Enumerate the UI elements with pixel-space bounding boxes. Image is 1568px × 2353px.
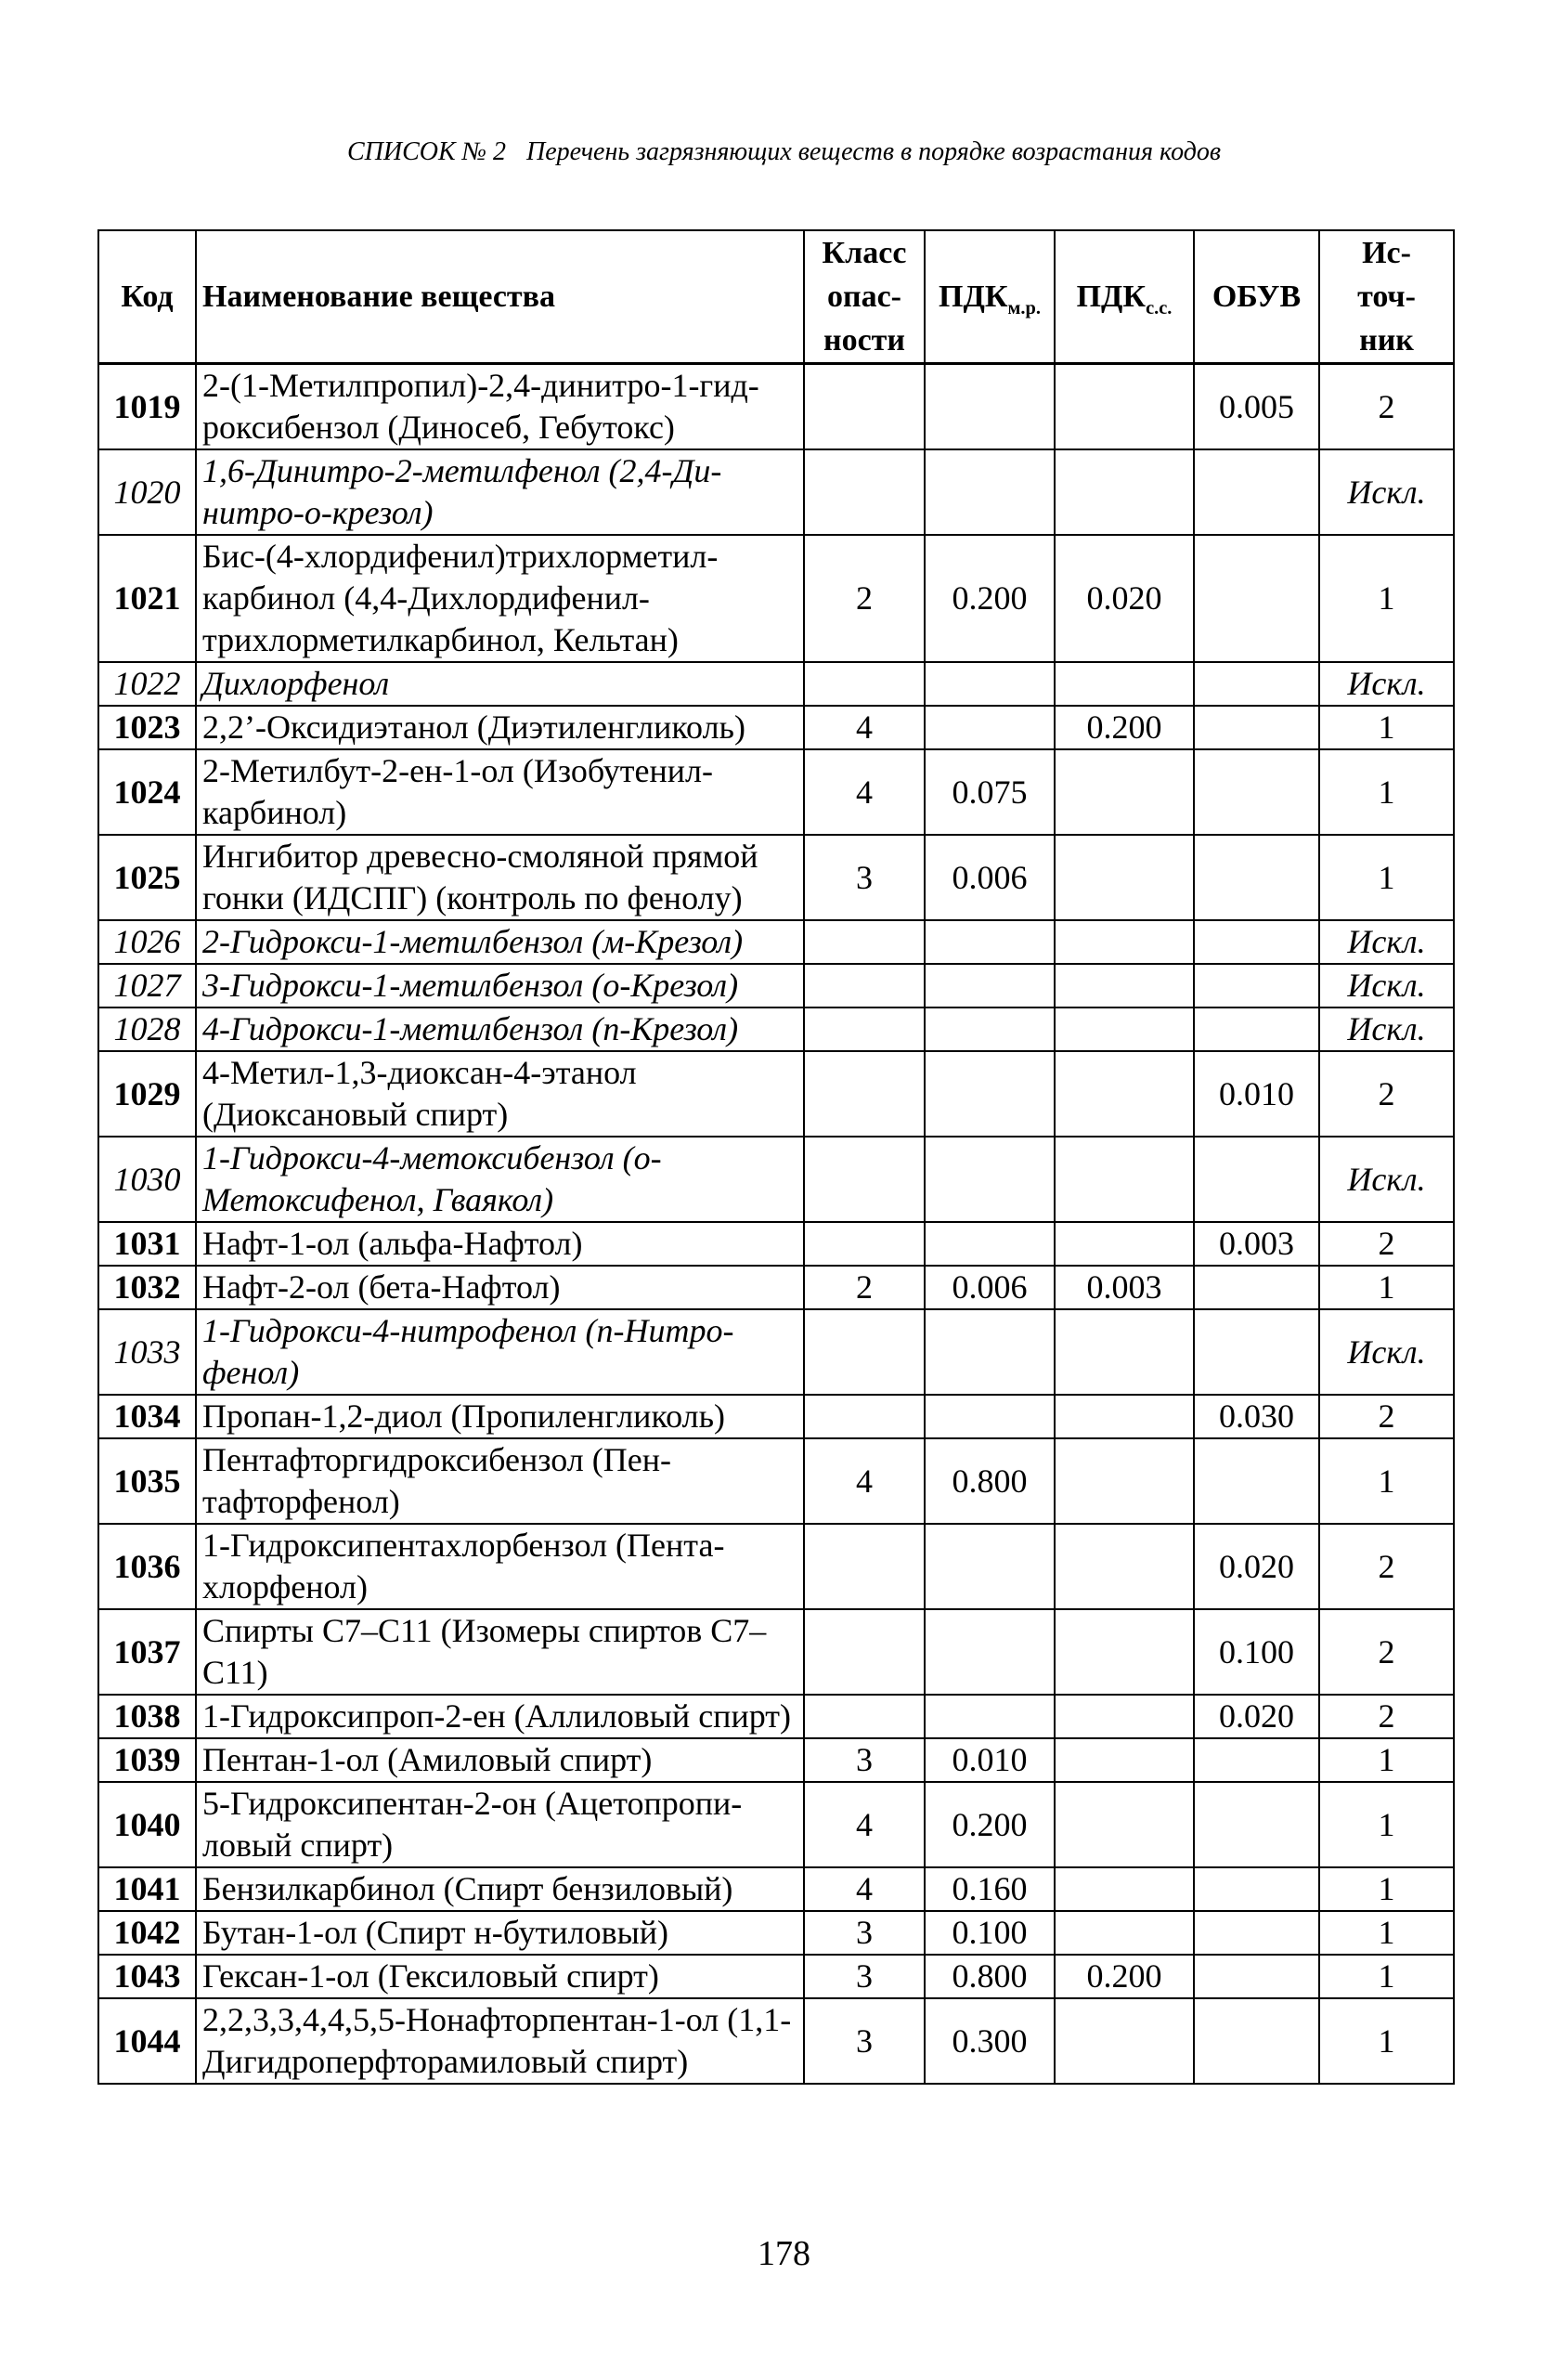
page-number: 178 xyxy=(758,2234,810,2273)
row-obuv xyxy=(1194,706,1319,749)
table-row xyxy=(98,1695,1454,1738)
row-name: 1-Гидроксипентахлорбензол (Пента-хлорфенол) xyxy=(196,1524,804,1609)
row-obuv xyxy=(1194,1738,1319,1782)
col-header-source: Ис- точ- ник xyxy=(1319,230,1454,364)
row-name: 3-Гидрокси-1-метилбензол (о-Крезол) xyxy=(196,964,804,1008)
row-hazard-class xyxy=(804,1524,925,1609)
row-code: 1030 xyxy=(98,1137,196,1222)
table-row xyxy=(98,920,1454,964)
table-row xyxy=(98,1266,1454,1309)
row-pdk-mr: 0.100 xyxy=(925,1911,1055,1955)
row-pdk-ss xyxy=(1055,1782,1194,1867)
row-pdk-mr xyxy=(925,1695,1055,1738)
row-hazard-class: 4 xyxy=(804,706,925,749)
row-pdk-mr: 0.006 xyxy=(925,1266,1055,1309)
row-pdk-ss xyxy=(1055,1695,1194,1738)
col-header-obuv: ОБУВ xyxy=(1194,230,1319,364)
row-source: 2 xyxy=(1319,1222,1454,1266)
row-obuv xyxy=(1194,1782,1319,1867)
row-pdk-mr xyxy=(925,662,1055,706)
row-name: Пентафторгидроксибензол (Пен-тафторфенол) xyxy=(196,1438,804,1524)
row-pdk-ss xyxy=(1055,1309,1194,1395)
row-source: 1 xyxy=(1319,1438,1454,1524)
table-row xyxy=(98,1867,1454,1911)
row-pdk-ss xyxy=(1055,1998,1194,2084)
row-pdk-ss xyxy=(1055,964,1194,1008)
row-pdk-mr xyxy=(925,1137,1055,1222)
row-source: Искл. xyxy=(1319,920,1454,964)
row-pdk-mr: 0.010 xyxy=(925,1738,1055,1782)
row-hazard-class: 2 xyxy=(804,535,925,662)
row-code: 1044 xyxy=(98,1998,196,2084)
row-pdk-ss: 0.020 xyxy=(1055,535,1194,662)
row-hazard-class xyxy=(804,1695,925,1738)
row-pdk-mr xyxy=(925,964,1055,1008)
row-hazard-class: 3 xyxy=(804,1738,925,1782)
row-pdk-ss xyxy=(1055,1395,1194,1438)
row-code: 1023 xyxy=(98,706,196,749)
table-row xyxy=(98,1222,1454,1266)
row-hazard-class xyxy=(804,364,925,450)
row-hazard-class xyxy=(804,1395,925,1438)
row-hazard-class xyxy=(804,920,925,964)
row-name: 1-Гидроксипроп-2-ен (Аллиловый спирт) xyxy=(196,1695,804,1738)
table-row xyxy=(98,1955,1454,1998)
row-hazard-class: 3 xyxy=(804,1911,925,1955)
row-name: Бис-(4-хлордифенил)трихлорметил-карбинол (4,4-Дихлордифенил-трихлорметилкарбинол, Кельтан) xyxy=(196,535,804,662)
row-pdk-ss: 0.200 xyxy=(1055,1955,1194,1998)
row-obuv xyxy=(1194,835,1319,920)
row-source: 2 xyxy=(1319,1395,1454,1438)
row-pdk-ss xyxy=(1055,1008,1194,1051)
row-source: 1 xyxy=(1319,1867,1454,1911)
row-source: 2 xyxy=(1319,1609,1454,1695)
list-number: СПИСОК № 2 xyxy=(346,137,506,166)
row-obuv xyxy=(1194,1438,1319,1524)
row-obuv xyxy=(1194,1008,1319,1051)
row-hazard-class: 3 xyxy=(804,1955,925,1998)
row-source: 1 xyxy=(1319,1738,1454,1782)
row-obuv xyxy=(1194,749,1319,835)
row-code: 1028 xyxy=(98,1008,196,1051)
row-pdk-mr: 0.200 xyxy=(925,1782,1055,1867)
row-name: 5-Гидроксипентан-2-он (Ацетопропи-ловый спирт) xyxy=(196,1782,804,1867)
row-source: Искл. xyxy=(1319,449,1454,535)
row-code: 1024 xyxy=(98,749,196,835)
row-obuv: 0.005 xyxy=(1194,364,1319,450)
row-hazard-class xyxy=(804,1137,925,1222)
table-row xyxy=(98,1137,1454,1222)
row-obuv: 0.003 xyxy=(1194,1222,1319,1266)
table-row xyxy=(98,1998,1454,2084)
row-source: Искл. xyxy=(1319,1309,1454,1395)
row-pdk-ss: 0.003 xyxy=(1055,1266,1194,1309)
row-pdk-mr: 0.075 xyxy=(925,749,1055,835)
row-pdk-mr xyxy=(925,449,1055,535)
row-pdk-ss xyxy=(1055,1867,1194,1911)
col-header-code: Код xyxy=(98,230,196,364)
row-pdk-ss xyxy=(1055,662,1194,706)
row-hazard-class xyxy=(804,449,925,535)
row-name: 1-Гидрокси-4-метоксибензол (о-Метоксифенол, Гваякол) xyxy=(196,1137,804,1222)
row-obuv: 0.100 xyxy=(1194,1609,1319,1695)
row-code: 1029 xyxy=(98,1051,196,1137)
row-name: 2,2,3,3,4,4,5,5-Нонафторпентан-1-ол (1,1-Дигидроперфторамиловый спирт) xyxy=(196,1998,804,2084)
row-source: Искл. xyxy=(1319,1008,1454,1051)
row-name: 1-Гидрокси-4-нитрофенол (п-Нитро-фенол) xyxy=(196,1309,804,1395)
row-source: 1 xyxy=(1319,1911,1454,1955)
table-row xyxy=(98,964,1454,1008)
row-pdk-mr: 0.800 xyxy=(925,1438,1055,1524)
row-source: 1 xyxy=(1319,706,1454,749)
table-row xyxy=(98,835,1454,920)
col-header-pdk-ss: $ПДК_{с.с.}$ xyxy=(1055,230,1194,364)
row-code: 1022 xyxy=(98,662,196,706)
row-hazard-class xyxy=(804,1222,925,1266)
row-pdk-ss: 0.200 xyxy=(1055,706,1194,749)
row-code: 1021 xyxy=(98,535,196,662)
col-header-pdk-mr: $ПДК_{м.р.}$ xyxy=(925,230,1055,364)
row-pdk-mr: 0.800 xyxy=(925,1955,1055,1998)
row-hazard-class xyxy=(804,662,925,706)
row-code: 1040 xyxy=(98,1782,196,1867)
row-obuv xyxy=(1194,964,1319,1008)
table-row xyxy=(98,1782,1454,1867)
row-hazard-class: 4 xyxy=(804,749,925,835)
row-pdk-mr: 0.300 xyxy=(925,1998,1055,2084)
row-obuv xyxy=(1194,1998,1319,2084)
row-pdk-ss xyxy=(1055,1222,1194,1266)
row-hazard-class xyxy=(804,1609,925,1695)
row-pdk-mr xyxy=(925,1524,1055,1609)
table-row xyxy=(98,1309,1454,1395)
row-code: 1041 xyxy=(98,1867,196,1911)
row-name: 2-Гидрокси-1-метилбензол (м-Крезол) xyxy=(196,920,804,964)
row-obuv xyxy=(1194,1309,1319,1395)
row-pdk-mr xyxy=(925,364,1055,450)
row-name: Пентан-1-ол (Амиловый спирт) xyxy=(196,1738,804,1782)
row-name: Гексан-1-ол (Гексиловый спирт) xyxy=(196,1955,804,1998)
row-obuv xyxy=(1194,449,1319,535)
row-name: Пропан-1,2-диол (Пропиленгликоль) xyxy=(196,1395,804,1438)
row-name: Дихлорфенол xyxy=(196,662,804,706)
row-code: 1032 xyxy=(98,1266,196,1309)
row-code: 1020 xyxy=(98,449,196,535)
row-code: 1038 xyxy=(98,1695,196,1738)
row-obuv: 0.020 xyxy=(1194,1695,1319,1738)
row-obuv: 0.030 xyxy=(1194,1395,1319,1438)
row-source: 2 xyxy=(1319,1695,1454,1738)
row-name: 2-(1-Метилпропил)-2,4-динитро-1-гид-роксибензол (Диносеб, Гебутокс) xyxy=(196,364,804,450)
row-name: Нафт-2-ол (бета-Нафтол) xyxy=(196,1266,804,1309)
row-pdk-ss xyxy=(1055,1609,1194,1695)
col-header-name: Наименование вещества xyxy=(196,230,804,364)
row-source: 1 xyxy=(1319,535,1454,662)
table-row xyxy=(98,535,1454,662)
row-source: 1 xyxy=(1319,1955,1454,1998)
row-hazard-class: 3 xyxy=(804,835,925,920)
row-name: Ингибитор древесно-смоляной прямой гонки (ИДСПГ) (контроль по фенолу) xyxy=(196,835,804,920)
row-hazard-class xyxy=(804,964,925,1008)
row-pdk-ss xyxy=(1055,835,1194,920)
table-row xyxy=(98,1911,1454,1955)
col-header-hazard-class: Класс опас- ности xyxy=(804,230,925,364)
row-obuv: 0.010 xyxy=(1194,1051,1319,1137)
row-pdk-mr xyxy=(925,1051,1055,1137)
table-row xyxy=(98,1051,1454,1137)
row-hazard-class xyxy=(804,1309,925,1395)
substances-table xyxy=(97,229,1455,2085)
row-source: Искл. xyxy=(1319,964,1454,1008)
row-code: 1035 xyxy=(98,1438,196,1524)
row-code: 1031 xyxy=(98,1222,196,1266)
row-code: 1034 xyxy=(98,1395,196,1438)
row-name: 1,6-Динитро-2-метилфенол (2,4-Ди-нитро-о-крезол) xyxy=(196,449,804,535)
row-code: 1036 xyxy=(98,1524,196,1609)
row-code: 1025 xyxy=(98,835,196,920)
row-obuv xyxy=(1194,662,1319,706)
row-code: 1042 xyxy=(98,1911,196,1955)
table-header-row xyxy=(98,230,1454,364)
row-code: 1027 xyxy=(98,964,196,1008)
row-obuv: 0.020 xyxy=(1194,1524,1319,1609)
row-hazard-class: 4 xyxy=(804,1782,925,1867)
row-hazard-class xyxy=(804,1051,925,1137)
row-pdk-mr xyxy=(925,1609,1055,1695)
row-pdk-mr: 0.160 xyxy=(925,1867,1055,1911)
row-pdk-ss xyxy=(1055,364,1194,450)
table-row xyxy=(98,749,1454,835)
page-header xyxy=(0,137,1568,167)
row-source: 2 xyxy=(1319,364,1454,450)
row-pdk-mr xyxy=(925,920,1055,964)
row-code: 1037 xyxy=(98,1609,196,1695)
row-hazard-class: 3 xyxy=(804,1998,925,2084)
row-source: 1 xyxy=(1319,835,1454,920)
row-obuv xyxy=(1194,535,1319,662)
table-row xyxy=(98,1395,1454,1438)
row-hazard-class: 2 xyxy=(804,1266,925,1309)
row-source: Искл. xyxy=(1319,1137,1454,1222)
row-code: 1043 xyxy=(98,1955,196,1998)
row-pdk-mr: 0.200 xyxy=(925,535,1055,662)
row-pdk-mr xyxy=(925,1395,1055,1438)
row-code: 1033 xyxy=(98,1309,196,1395)
row-source: Искл. xyxy=(1319,662,1454,706)
row-pdk-ss xyxy=(1055,1051,1194,1137)
row-name: 2-Метилбут-2-ен-1-ол (Изобутенил-карбинол) xyxy=(196,749,804,835)
row-source: 2 xyxy=(1319,1051,1454,1137)
table-row xyxy=(98,706,1454,749)
row-obuv xyxy=(1194,1266,1319,1309)
row-name: 4-Гидрокси-1-метилбензол (п-Крезол) xyxy=(196,1008,804,1051)
row-pdk-ss xyxy=(1055,449,1194,535)
row-name: 2,2’-Оксидиэтанол (Диэтиленгликоль) xyxy=(196,706,804,749)
table-row xyxy=(98,1524,1454,1609)
list-title: Перечень загрязняющих веществ в порядке возрастания кодов xyxy=(525,137,1222,166)
row-obuv xyxy=(1194,1137,1319,1222)
row-hazard-class xyxy=(804,1008,925,1051)
row-obuv xyxy=(1194,920,1319,964)
table-row xyxy=(98,449,1454,535)
row-pdk-mr xyxy=(925,706,1055,749)
row-name: Нафт-1-ол (альфа-Нафтол) xyxy=(196,1222,804,1266)
row-name: Спирты С7–С11 (Изомеры спиртов С7–С11) xyxy=(196,1609,804,1695)
table-row xyxy=(98,1438,1454,1524)
table-row xyxy=(98,1609,1454,1695)
row-pdk-mr: 0.006 xyxy=(925,835,1055,920)
row-pdk-ss xyxy=(1055,920,1194,964)
row-pdk-ss xyxy=(1055,1738,1194,1782)
table-row xyxy=(98,1008,1454,1051)
row-pdk-mr xyxy=(925,1008,1055,1051)
table-row xyxy=(98,364,1454,450)
row-obuv xyxy=(1194,1867,1319,1911)
row-source: 1 xyxy=(1319,1998,1454,2084)
row-pdk-mr xyxy=(925,1309,1055,1395)
row-pdk-ss xyxy=(1055,749,1194,835)
row-code: 1019 xyxy=(98,364,196,450)
row-obuv xyxy=(1194,1911,1319,1955)
row-code: 1039 xyxy=(98,1738,196,1782)
row-hazard-class: 4 xyxy=(804,1867,925,1911)
table-row xyxy=(98,1738,1454,1782)
row-source: 2 xyxy=(1319,1524,1454,1609)
row-name: Бутан-1-ол (Спирт н-бутиловый) xyxy=(196,1911,804,1955)
row-source: 1 xyxy=(1319,749,1454,835)
row-pdk-mr xyxy=(925,1222,1055,1266)
row-pdk-ss xyxy=(1055,1524,1194,1609)
row-name: Бензилкарбинол (Спирт бензиловый) xyxy=(196,1867,804,1911)
row-source: 1 xyxy=(1319,1266,1454,1309)
row-hazard-class: 4 xyxy=(804,1438,925,1524)
row-code: 1026 xyxy=(98,920,196,964)
row-obuv xyxy=(1194,1955,1319,1998)
row-pdk-ss xyxy=(1055,1911,1194,1955)
row-source: 1 xyxy=(1319,1782,1454,1867)
row-pdk-ss xyxy=(1055,1137,1194,1222)
table-row xyxy=(98,662,1454,706)
row-name: 4-Метил-1,3-диоксан-4-этанол (Диоксановый спирт) xyxy=(196,1051,804,1137)
row-pdk-ss xyxy=(1055,1438,1194,1524)
